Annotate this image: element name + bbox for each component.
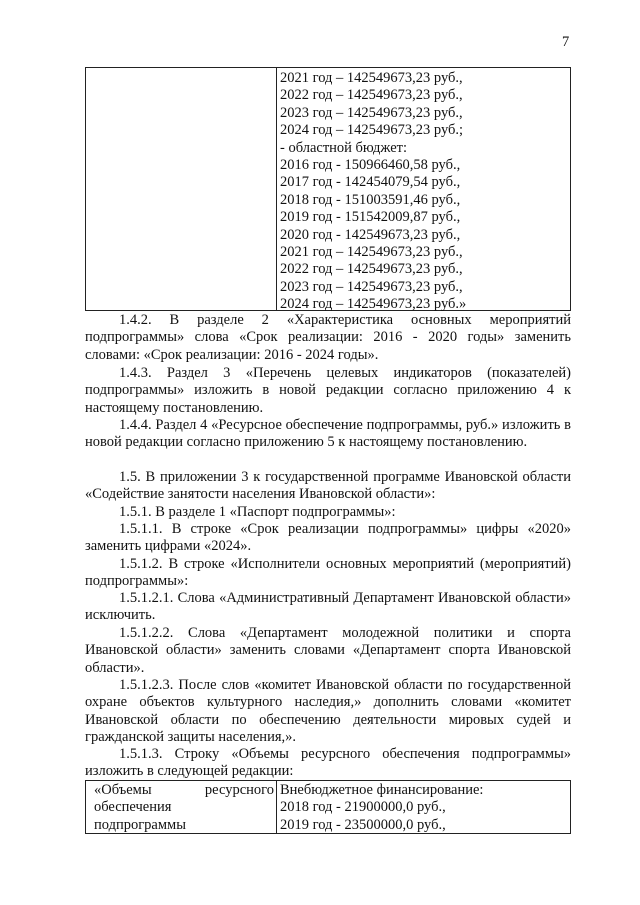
paragraph-1-4-4: 1.4.4. Раздел 4 «Ресурсное обеспечение подпрограммы, руб.» изложить в новой редакции согласно приложению 5 к настоящему постановлению. <box>85 417 571 451</box>
resource-table <box>85 780 571 834</box>
page-number: 7 <box>562 34 570 50</box>
resource-line: 2019 год - 23500000,0 руб., <box>280 816 446 833</box>
paragraph-1-5-1-3: 1.5.1.3. Строку «Объемы ресурсного обеспечения подпрограммы» изложить в следующей редакции: <box>85 746 571 780</box>
resource-line: 2018 год - 21900000,0 руб., <box>280 799 446 816</box>
funding-line: 2020 год - 142549673,23 руб., <box>280 226 461 243</box>
paragraph-1-5-1-1: 1.5.1.1. В строке «Срок реализации подпрограммы» цифры «2020» заменить цифрами «2024». <box>85 521 571 555</box>
funding-line: 2024 год – 142549673,23 руб.; <box>280 122 464 139</box>
funding-line: 2022 год – 142549673,23 руб., <box>280 261 463 278</box>
funding-line: 2023 год – 142549673,23 руб., <box>280 278 463 295</box>
paragraph-1-4-3: 1.4.3. Раздел 3 «Перечень целевых индикаторов (показателей) подпрограммы» изложить в новой редакции согласно приложению 4 к настоящему постановлению. <box>85 365 571 416</box>
paragraph-1-4-2: 1.4.2. В разделе 2 «Характеристика основных мероприятий подпрограммы» слова «Срок реализации: 2016 - 2020 годы» заменить словами: «Срок реализации: 2016 - 2024 годы». <box>85 312 571 363</box>
funding-line: 2017 год - 142454079,54 руб., <box>280 174 461 191</box>
funding-line: 2019 год - 151542009,87 руб., <box>280 209 461 226</box>
funding-line: 2023 год – 142549673,23 руб., <box>280 104 463 121</box>
label-word: «Объемы <box>94 782 152 798</box>
label-line: подпрограммы <box>94 816 186 833</box>
funding-line: 2021 год – 142549673,23 руб., <box>280 244 463 261</box>
label-line: обеспечения <box>94 799 172 816</box>
funding-lines <box>280 70 466 314</box>
resource-label-cell <box>94 782 274 834</box>
label-word: ресурсного <box>204 782 274 798</box>
funding-line: - областной бюджет: <box>280 139 408 156</box>
resource-line: Внебюджетное финансирование: <box>280 782 484 798</box>
funding-line: 2022 год – 142549673,23 руб., <box>280 87 463 104</box>
paragraph-1-5: 1.5. В приложении 3 к государственной программе Ивановской области «Содействие занятости населения Ивановской области»: <box>85 469 571 503</box>
funding-line: 2018 год - 151003591,46 руб., <box>280 191 461 208</box>
funding-line: 2016 год - 150966460,58 руб., <box>280 157 461 174</box>
paragraph-1-5-1: 1.5.1. В разделе 1 «Паспорт подпрограммы»: <box>119 504 396 520</box>
paragraph-1-5-1-2-3: 1.5.1.2.3. После слов «комитет Ивановской области по государственной охране объектов культурного наследия,» дополнить словами «комитет Ивановской области по обеспечению деятельности мировых судей и гражданской защиты населения,». <box>85 677 571 746</box>
paragraph-1-5-1-2: 1.5.1.2. В строке «Исполнители основных мероприятий (мероприятий) подпрограммы»: <box>85 556 571 590</box>
funding-table-continuation <box>85 67 571 311</box>
resource-value-cell <box>280 782 483 834</box>
funding-line: 2021 год – 142549673,23 руб., <box>280 70 463 86</box>
table-column-divider <box>276 68 277 310</box>
table-column-divider <box>276 781 277 833</box>
funding-line: 2024 год – 142549673,23 руб.» <box>280 296 467 313</box>
paragraph-1-5-1-2-2: 1.5.1.2.2. Слова «Департамент молодежной политики и спорта Ивановской области» заменить словами «Департамент спорта Ивановской области». <box>85 625 571 676</box>
paragraph-1-5-1-2-1: 1.5.1.2.1. Слова «Административный Департамент Ивановской области» исключить. <box>85 590 571 624</box>
